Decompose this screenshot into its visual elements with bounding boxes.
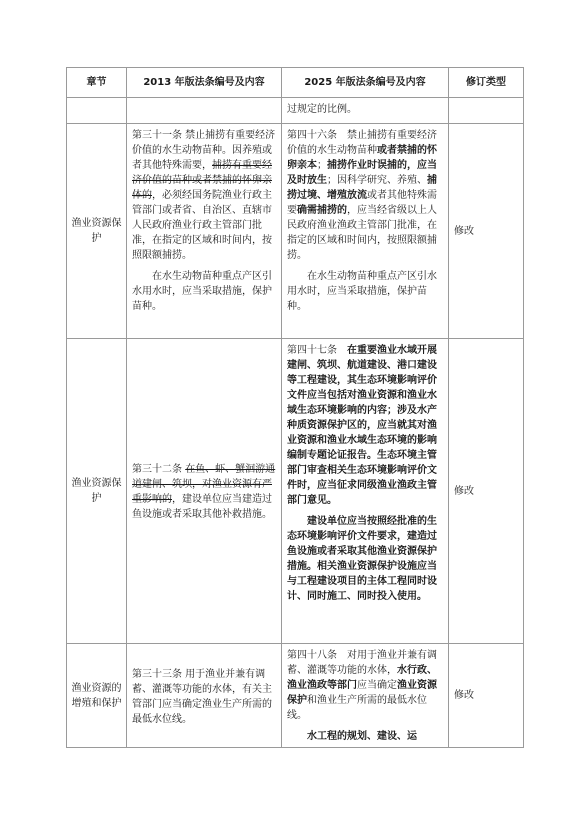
old-cell: [127, 339, 282, 644]
deleted-text: 捕捞有重要经济价值的苗种或者禁捕的怀卵亲体的: [132, 160, 272, 201]
new-text: 第四十六条 禁止捕捞有重要经济价值的水生动物苗种: [287, 130, 437, 156]
header-type: 修订类型: [449, 68, 524, 98]
new-text: ；因科学研究、养殖、: [327, 175, 427, 186]
new-cell: [282, 98, 449, 124]
old-paragraph: [132, 462, 277, 522]
added-text: 捕捞过境、增殖放流: [287, 175, 437, 201]
added-text: 捕捞作业时误捕的，应当及时放生: [287, 160, 437, 186]
chapter-cell: 渔业资源保护: [67, 339, 127, 644]
new-paragraph: 在水生动物苗种重点产区引水用水时，应当采取措施，保护苗种。: [287, 271, 437, 312]
type-cell: 修改: [449, 124, 524, 339]
old-text: ，建设单位应当建造过鱼设施或者采取其他补救措施。: [132, 494, 272, 520]
table-row: [67, 124, 524, 339]
table-row: [67, 98, 524, 124]
chapter-cell: 渔业资源的增殖和保护: [67, 644, 127, 748]
type-cell: 修改: [449, 339, 524, 644]
new-paragraph: [287, 128, 444, 263]
old-cell: [127, 98, 282, 124]
new-text: 和渔业生产所需的最低水位线。: [287, 695, 427, 721]
new-text: 第四十七条: [287, 345, 347, 356]
chapter-cell: [67, 98, 127, 124]
new-text: ；: [317, 160, 327, 171]
added-text: 或者禁捕的怀卵亲本: [287, 145, 437, 171]
header-row: [67, 68, 524, 98]
type-cell: [449, 98, 524, 124]
deleted-text: 在鱼、虾、蟹洄游通道建闸、筑坝，对渔业资源有严重影响的: [132, 464, 276, 505]
added-text: 渔业资源保护: [287, 680, 437, 706]
header-old: 2013 年版法条编号及内容: [127, 68, 282, 98]
new-text: ，应当经省级以上人民政府渔业渔政主管部门批准，在指定的区域和时间内，按照限额捕捞。: [287, 205, 437, 261]
added-text: 在重要渔业水域开展建闸、筑坝、航道建设、港口建设等工程建设，其生态环境影响评价文件应当包括对渔业资源和渔业水域生态环境影响的内容；涉及水产种质资源保护区的，应当就其对渔业资源和渔业水域生态环境的影响编制专题论证报告。生态环境主管部门审查相关生态环境影响评价文件时，应当征求同级渔业渔政主管部门意见。: [287, 345, 437, 506]
old-cell: [127, 124, 282, 339]
added-text: 确需捕捞的: [297, 205, 347, 216]
new-cell: [282, 124, 449, 339]
old-text: ，必须经国务院渔业行政主管部门或者省、自治区、直辖市人民政府渔业行政主管部门批准，在指定的区域和时间内，按照限额捕捞。: [132, 190, 272, 261]
new-text: 或者其他特殊需要: [287, 190, 437, 216]
new-paragraph: [287, 343, 444, 508]
added-text: 水行政、渔业渔政等部门: [287, 665, 437, 691]
old-paragraph: 在水生动物苗种重点产区引水用水时，应当采取措施，保护苗种。: [132, 271, 272, 312]
header-chapter: 章节: [67, 68, 127, 98]
new-paragraph: 水工程的规划、建设、运: [307, 731, 417, 742]
old-text: 第三十二条: [132, 464, 186, 475]
old-text: 第三十一条 禁止捕捞有重要经济价值的水生动物苗种。因养殖或者其他特殊需要，: [132, 130, 276, 171]
new-paragraph: 建设单位应当按照经批准的生态环境影响评价文件要求，建造过鱼设施或者采取其他渔业资源保护措施。相关渔业资源保护设施应当与工程建设项目的主体工程同时设计、同时施工、同时投入使用。: [287, 516, 437, 602]
header-new: 2025 年版法条编号及内容: [282, 68, 449, 98]
new-text: 第四十八条 对用于渔业并兼有调蓄、灌溉等功能的水体，: [287, 650, 437, 676]
revision-comparison-table: [66, 67, 524, 748]
new-text: 应当确定: [357, 680, 397, 691]
table-row: [67, 339, 524, 644]
new-text: 过规定的比例。: [287, 104, 357, 115]
table-row: [67, 644, 524, 748]
old-cell: 第三十三条 用于渔业并兼有调蓄、灌溉等功能的水体，有关主管部门应当确定渔业生产所需的最低水位线。: [127, 644, 282, 748]
type-cell: 修改: [449, 644, 524, 748]
old-paragraph: [132, 128, 277, 263]
chapter-cell: 渔业资源保护: [67, 124, 127, 339]
new-paragraph: [287, 648, 444, 723]
new-cell: [282, 644, 449, 748]
new-cell: [282, 339, 449, 644]
